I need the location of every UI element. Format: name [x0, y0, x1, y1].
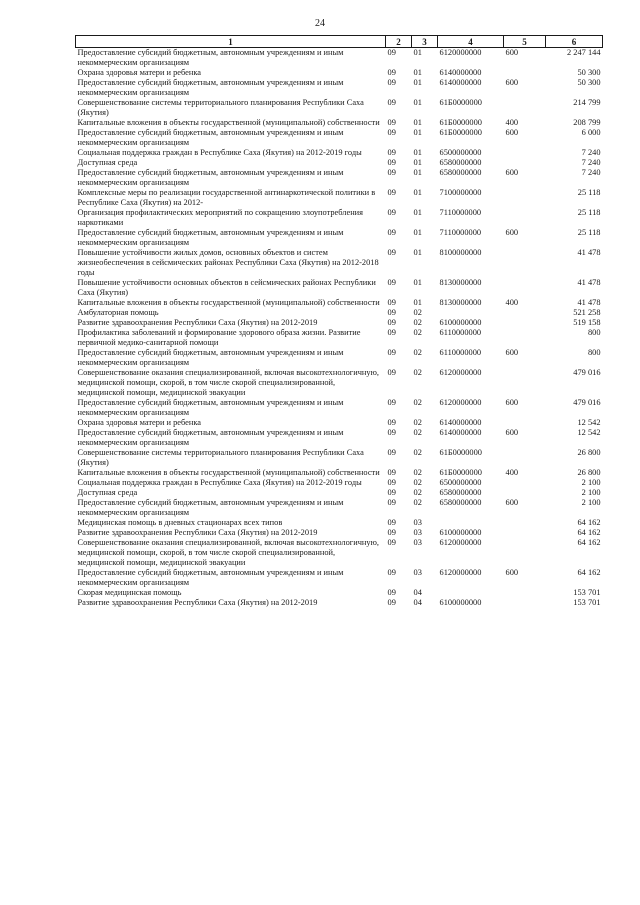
row-target-article-code: 6120000000: [439, 538, 482, 547]
row-section-code: 09: [387, 348, 396, 357]
row-subsection-code: 02: [413, 498, 422, 507]
row-name: Предоставление субсидий бюджетным, автономным учреждениям и иным некоммерческим организациям: [77, 498, 344, 517]
table-row: [76, 398, 603, 418]
row-subsection-code: 04: [413, 588, 422, 597]
table-row: [76, 488, 603, 498]
row-name: Развитие здравоохранения Республики Саха (Якутия) на 2012-2019: [77, 318, 318, 327]
row-expense-type-code: [504, 418, 546, 428]
row-subsection-code: 01: [413, 298, 422, 307]
row-name: Амбулаторная помощь: [77, 308, 159, 317]
row-expense-type-code: [504, 158, 546, 168]
table-row: [76, 518, 603, 528]
table-row: [76, 308, 603, 318]
row-expense-type-code: [504, 448, 546, 468]
row-expense-type-code: [504, 188, 546, 208]
row-amount: 64 162: [577, 538, 601, 547]
table-row: [76, 468, 603, 478]
row-expense-type-code: 400: [505, 298, 519, 307]
row-section-code: 09: [387, 448, 396, 457]
row-section-code: 09: [387, 488, 396, 497]
row-name: Предоставление субсидий бюджетным, автономным учреждениям и иным некоммерческим организациям: [77, 428, 344, 447]
row-section-code: 09: [387, 228, 396, 237]
row-target-article-code: 6580000000: [439, 168, 482, 177]
table-row: [76, 318, 603, 328]
row-expense-type-code: 600: [505, 228, 519, 237]
row-target-article-code: 6100000000: [439, 528, 482, 537]
table-row: [76, 118, 603, 128]
row-target-article-code: 6140000000: [439, 68, 482, 77]
row-name: Предоставление субсидий бюджетным, автономным учреждениям и иным некоммерческим организациям: [77, 568, 344, 587]
row-section-code: 09: [387, 598, 396, 607]
row-target-article-code: 6500000000: [439, 148, 482, 157]
row-amount: 214 799: [573, 98, 601, 107]
row-expense-type-code: 600: [505, 428, 519, 437]
row-amount: 41 478: [577, 278, 601, 287]
row-section-code: 09: [387, 128, 396, 137]
row-expense-type-code: [504, 478, 546, 488]
row-section-code: 09: [387, 428, 396, 437]
row-section-code: 09: [387, 588, 396, 597]
row-target-article-code: 6110000000: [439, 348, 482, 357]
row-target-article-code: 7110000000: [439, 208, 482, 217]
row-amount: 800: [587, 328, 601, 337]
row-section-code: 09: [387, 98, 396, 107]
row-target-article-code: 6100000000: [439, 318, 482, 327]
budget-table: [75, 35, 603, 608]
row-subsection-code: 01: [413, 158, 422, 167]
header-col-1: 1: [76, 36, 386, 48]
row-section-code: 09: [387, 468, 396, 477]
row-name: Предоставление субсидий бюджетным, автономным учреждениям и иным некоммерческим организациям: [77, 48, 344, 67]
row-expense-type-code: 600: [505, 128, 519, 137]
row-amount: 521 258: [573, 308, 601, 317]
row-target-article-code: 6500000000: [439, 478, 482, 487]
row-target-article-code: 6120000000: [439, 368, 482, 377]
row-expense-type-code: [504, 488, 546, 498]
row-name: Охрана здоровья матери и ребенка: [77, 68, 202, 77]
row-section-code: 09: [387, 308, 396, 317]
row-expense-type-code: [504, 148, 546, 158]
row-target-article-code: 61Б0000000: [439, 118, 482, 127]
row-subsection-code: 04: [413, 598, 422, 607]
row-name: Организация профилактических мероприятий по сокращению злоупотребления наркотиками: [77, 208, 364, 227]
row-amount: 12 542: [577, 428, 601, 437]
header-col-5: 5: [504, 36, 546, 48]
table-row: [76, 78, 603, 98]
row-target-article-code: 6120000000: [439, 398, 482, 407]
row-amount: 7 240: [581, 158, 601, 167]
row-amount: 12 542: [577, 418, 601, 427]
row-name: Медицинская помощь в дневных стационарах всех типов: [77, 518, 283, 527]
row-subsection-code: 01: [413, 208, 422, 217]
row-target-article-code: 61Б0000000: [439, 468, 482, 477]
header-col-4: 4: [438, 36, 504, 48]
row-section-code: 09: [387, 418, 396, 427]
row-amount: 6 000: [581, 128, 601, 137]
row-target-article-code: 6580000000: [439, 498, 482, 507]
row-subsection-code: 01: [413, 48, 422, 57]
row-name: Доступная среда: [77, 158, 138, 167]
row-expense-type-code: 400: [505, 118, 519, 127]
row-target-article-code: 61Б0000000: [439, 98, 482, 107]
row-section-code: 09: [387, 498, 396, 507]
row-subsection-code: 01: [413, 148, 422, 157]
row-section-code: 09: [387, 248, 396, 257]
row-name: Совершенствование оказания специализированной, включая высокотехнологичную, медицинской помощи, скорой, в том числе скорой специализированной, медицинской помощи, медицинской эвакуации: [77, 538, 379, 567]
table-row: [76, 478, 603, 488]
row-target-article-code: 6110000000: [439, 328, 482, 337]
row-target-article-code: 6120000000: [439, 568, 482, 577]
row-expense-type-code: 600: [505, 348, 519, 357]
table-row: [76, 588, 603, 598]
row-expense-type-code: 600: [505, 498, 519, 507]
row-expense-type-code: [504, 538, 546, 568]
row-target-article-code: [438, 588, 504, 598]
row-name: Развитие здравоохранения Республики Саха (Якутия) на 2012-2019: [77, 528, 318, 537]
row-name: Предоставление субсидий бюджетным, автономным учреждениям и иным некоммерческим организациям: [77, 78, 344, 97]
row-name: Предоставление субсидий бюджетным, автономным учреждениям и иным некоммерческим организациям: [77, 348, 344, 367]
row-amount: 2 247 144: [567, 48, 601, 57]
row-amount: 64 162: [577, 568, 601, 577]
row-target-article-code: 6140000000: [439, 428, 482, 437]
row-subsection-code: 01: [413, 118, 422, 127]
row-expense-type-code: [504, 328, 546, 348]
row-subsection-code: 02: [413, 368, 422, 377]
row-section-code: 09: [387, 78, 396, 87]
table-row: [76, 148, 603, 158]
row-section-code: 09: [387, 188, 396, 197]
row-expense-type-code: 600: [505, 568, 519, 577]
row-section-code: 09: [387, 48, 396, 57]
row-subsection-code: 02: [413, 318, 422, 327]
row-expense-type-code: [504, 598, 546, 608]
page-number: 24: [315, 18, 325, 29]
row-amount: 26 800: [577, 468, 601, 477]
row-amount: 7 240: [581, 148, 601, 157]
header-col-6: 6: [546, 36, 603, 48]
row-subsection-code: 02: [413, 428, 422, 437]
row-section-code: 09: [387, 368, 396, 377]
row-section-code: 09: [387, 148, 396, 157]
row-amount: 50 300: [577, 78, 601, 87]
row-subsection-code: 02: [413, 308, 422, 317]
row-subsection-code: 02: [413, 328, 422, 337]
row-name: Профилактика заболеваний и формирование здорового образа жизни. Развитие первичной медико-санитарной помощи: [77, 328, 361, 347]
row-section-code: 09: [387, 168, 396, 177]
table-row: [76, 248, 603, 278]
table-body: [76, 48, 603, 609]
table-row: [76, 428, 603, 448]
row-expense-type-code: [504, 98, 546, 118]
table-row: [76, 368, 603, 398]
row-name: Совершенствование оказания специализированной, включая высокотехнологичную, медицинской помощи, скорой, в том числе скорой специализированной, медицинской помощи, медицинской эвакуации: [77, 368, 379, 397]
row-section-code: 09: [387, 208, 396, 217]
row-target-article-code: 8130000000: [439, 278, 482, 287]
row-amount: 25 118: [577, 228, 601, 237]
row-subsection-code: 01: [413, 168, 422, 177]
table-row: [76, 228, 603, 248]
row-expense-type-code: [504, 518, 546, 528]
row-amount: 519 158: [573, 318, 601, 327]
row-section-code: 09: [387, 478, 396, 487]
row-name: Предоставление субсидий бюджетным, автономным учреждениям и иным некоммерческим организациям: [77, 228, 344, 247]
table-row: [76, 208, 603, 228]
header-col-3: 3: [412, 36, 438, 48]
row-section-code: 09: [387, 328, 396, 337]
row-amount: 64 162: [577, 528, 601, 537]
row-amount: 153 701: [573, 598, 601, 607]
row-expense-type-code: 600: [505, 398, 519, 407]
row-name: Развитие здравоохранения Республики Саха (Якутия) на 2012-2019: [77, 598, 318, 607]
row-name: Охрана здоровья матери и ребенка: [77, 418, 202, 427]
row-expense-type-code: [504, 528, 546, 538]
row-name: Доступная среда: [77, 488, 138, 497]
header-row: [76, 36, 603, 48]
row-amount: 479 016: [573, 398, 601, 407]
row-section-code: 09: [387, 278, 396, 287]
row-target-article-code: 61Б0000000: [439, 128, 482, 137]
row-amount: 41 478: [577, 298, 601, 307]
row-subsection-code: 03: [413, 518, 422, 527]
row-subsection-code: 03: [413, 528, 422, 537]
row-subsection-code: 02: [413, 348, 422, 357]
table-row: [76, 598, 603, 608]
row-section-code: 09: [387, 398, 396, 407]
row-amount: 2 100: [581, 488, 601, 497]
row-subsection-code: 01: [413, 68, 422, 77]
row-section-code: 09: [387, 118, 396, 127]
row-name: Повышение устойчивости жилых домов, основных объектов и систем жизнеобеспечения в сейсмических районах Республики Саха (Якутия) на 2012-2018 годы: [77, 248, 379, 277]
row-target-article-code: 6580000000: [439, 488, 482, 497]
row-name: Предоставление субсидий бюджетным, автономным учреждениям и иным некоммерческим организациям: [77, 398, 344, 417]
table-header: [76, 36, 603, 48]
row-amount: 800: [587, 348, 601, 357]
row-expense-type-code: [504, 278, 546, 298]
row-name: Социальная поддержка граждан в Республике Саха (Якутия) на 2012-2019 годы: [77, 478, 362, 487]
row-subsection-code: 01: [413, 228, 422, 237]
row-expense-type-code: [504, 208, 546, 228]
row-amount: 26 800: [577, 448, 601, 457]
row-section-code: 09: [387, 528, 396, 537]
row-amount: 7 240: [581, 168, 601, 177]
row-amount: 41 478: [577, 248, 601, 257]
row-target-article-code: 8130000000: [439, 298, 482, 307]
row-name: Капитальные вложения в объекты государственной (муниципальной) собственности: [77, 118, 380, 127]
row-target-article-code: [438, 308, 504, 318]
row-expense-type-code: [504, 318, 546, 328]
table-row: [76, 168, 603, 188]
row-subsection-code: 01: [413, 248, 422, 257]
row-expense-type-code: [504, 248, 546, 278]
row-name: Повышение устойчивости основных объектов в сейсмических районах Республики Саха (Якутия): [77, 278, 376, 297]
row-target-article-code: 6140000000: [439, 418, 482, 427]
row-amount: 2 100: [581, 498, 601, 507]
row-subsection-code: 01: [413, 78, 422, 87]
row-section-code: 09: [387, 518, 396, 527]
row-subsection-code: 01: [413, 278, 422, 287]
table-row: [76, 128, 603, 148]
row-subsection-code: 03: [413, 538, 422, 547]
table-row: [76, 448, 603, 468]
row-subsection-code: 03: [413, 568, 422, 577]
table-row: [76, 538, 603, 568]
row-target-article-code: 6100000000: [439, 598, 482, 607]
table-row: [76, 98, 603, 118]
row-target-article-code: 6120000000: [439, 48, 482, 57]
row-target-article-code: 7110000000: [439, 228, 482, 237]
row-subsection-code: 02: [413, 398, 422, 407]
row-section-code: 09: [387, 538, 396, 547]
row-amount: 50 300: [577, 68, 601, 77]
row-subsection-code: 02: [413, 488, 422, 497]
row-expense-type-code: [504, 308, 546, 318]
table-row: [76, 48, 603, 69]
row-target-article-code: 61Б0000000: [439, 448, 482, 457]
row-name: Совершенствование системы территориального планирования Республики Саха (Якутия): [77, 448, 364, 467]
row-subsection-code: 01: [413, 128, 422, 137]
row-target-article-code: 6140000000: [439, 78, 482, 87]
table-row: [76, 348, 603, 368]
row-section-code: 09: [387, 298, 396, 307]
row-subsection-code: 02: [413, 418, 422, 427]
row-name: Комплексные меры по реализации государственной антинаркотической политики в Республике Саха (Якутия) на 2012-: [77, 188, 376, 207]
row-section-code: 09: [387, 318, 396, 327]
row-subsection-code: 02: [413, 448, 422, 457]
row-name: Капитальные вложения в объекты государственной (муниципальной) собственности: [77, 468, 380, 477]
row-subsection-code: 02: [413, 478, 422, 487]
table-row: [76, 418, 603, 428]
row-name: Предоставление субсидий бюджетным, автономным учреждениям и иным некоммерческим организациям: [77, 168, 344, 187]
row-amount: 153 701: [573, 588, 601, 597]
table-row: [76, 68, 603, 78]
row-expense-type-code: 400: [505, 468, 519, 477]
row-amount: 25 118: [577, 208, 601, 217]
row-subsection-code: 01: [413, 188, 422, 197]
row-expense-type-code: [504, 588, 546, 598]
row-name: Предоставление субсидий бюджетным, автономным учреждениям и иным некоммерческим организациям: [77, 128, 344, 147]
table-row: [76, 528, 603, 538]
row-target-article-code: [438, 518, 504, 528]
row-expense-type-code: 600: [505, 78, 519, 87]
row-target-article-code: 8100000000: [439, 248, 482, 257]
table-row: [76, 568, 603, 588]
row-expense-type-code: [504, 68, 546, 78]
row-name: Совершенствование системы территориального планирования Республики Саха (Якутия): [77, 98, 364, 117]
table-row: [76, 188, 603, 208]
table-row: [76, 158, 603, 168]
table-row: [76, 298, 603, 308]
row-name: Капитальные вложения в объекты государственной (муниципальной) собственности: [77, 298, 380, 307]
table-row: [76, 498, 603, 518]
row-amount: 25 118: [577, 188, 601, 197]
row-section-code: 09: [387, 568, 396, 577]
row-subsection-code: 01: [413, 98, 422, 107]
table-row: [76, 278, 603, 298]
row-amount: 64 162: [577, 518, 601, 527]
table-row: [76, 328, 603, 348]
row-subsection-code: 02: [413, 468, 422, 477]
row-target-article-code: 6580000000: [439, 158, 482, 167]
row-amount: 479 016: [573, 368, 601, 377]
row-expense-type-code: 600: [505, 48, 519, 57]
row-section-code: 09: [387, 68, 396, 77]
row-amount: 208 799: [573, 118, 601, 127]
row-expense-type-code: 600: [505, 168, 519, 177]
row-name: Скорая медицинская помощь: [77, 588, 182, 597]
header-col-2: 2: [386, 36, 412, 48]
row-target-article-code: 7100000000: [439, 188, 482, 197]
row-section-code: 09: [387, 158, 396, 167]
row-name: Социальная поддержка граждан в Республике Саха (Якутия) на 2012-2019 годы: [77, 148, 362, 157]
row-amount: 2 100: [581, 478, 601, 487]
row-expense-type-code: [504, 368, 546, 398]
